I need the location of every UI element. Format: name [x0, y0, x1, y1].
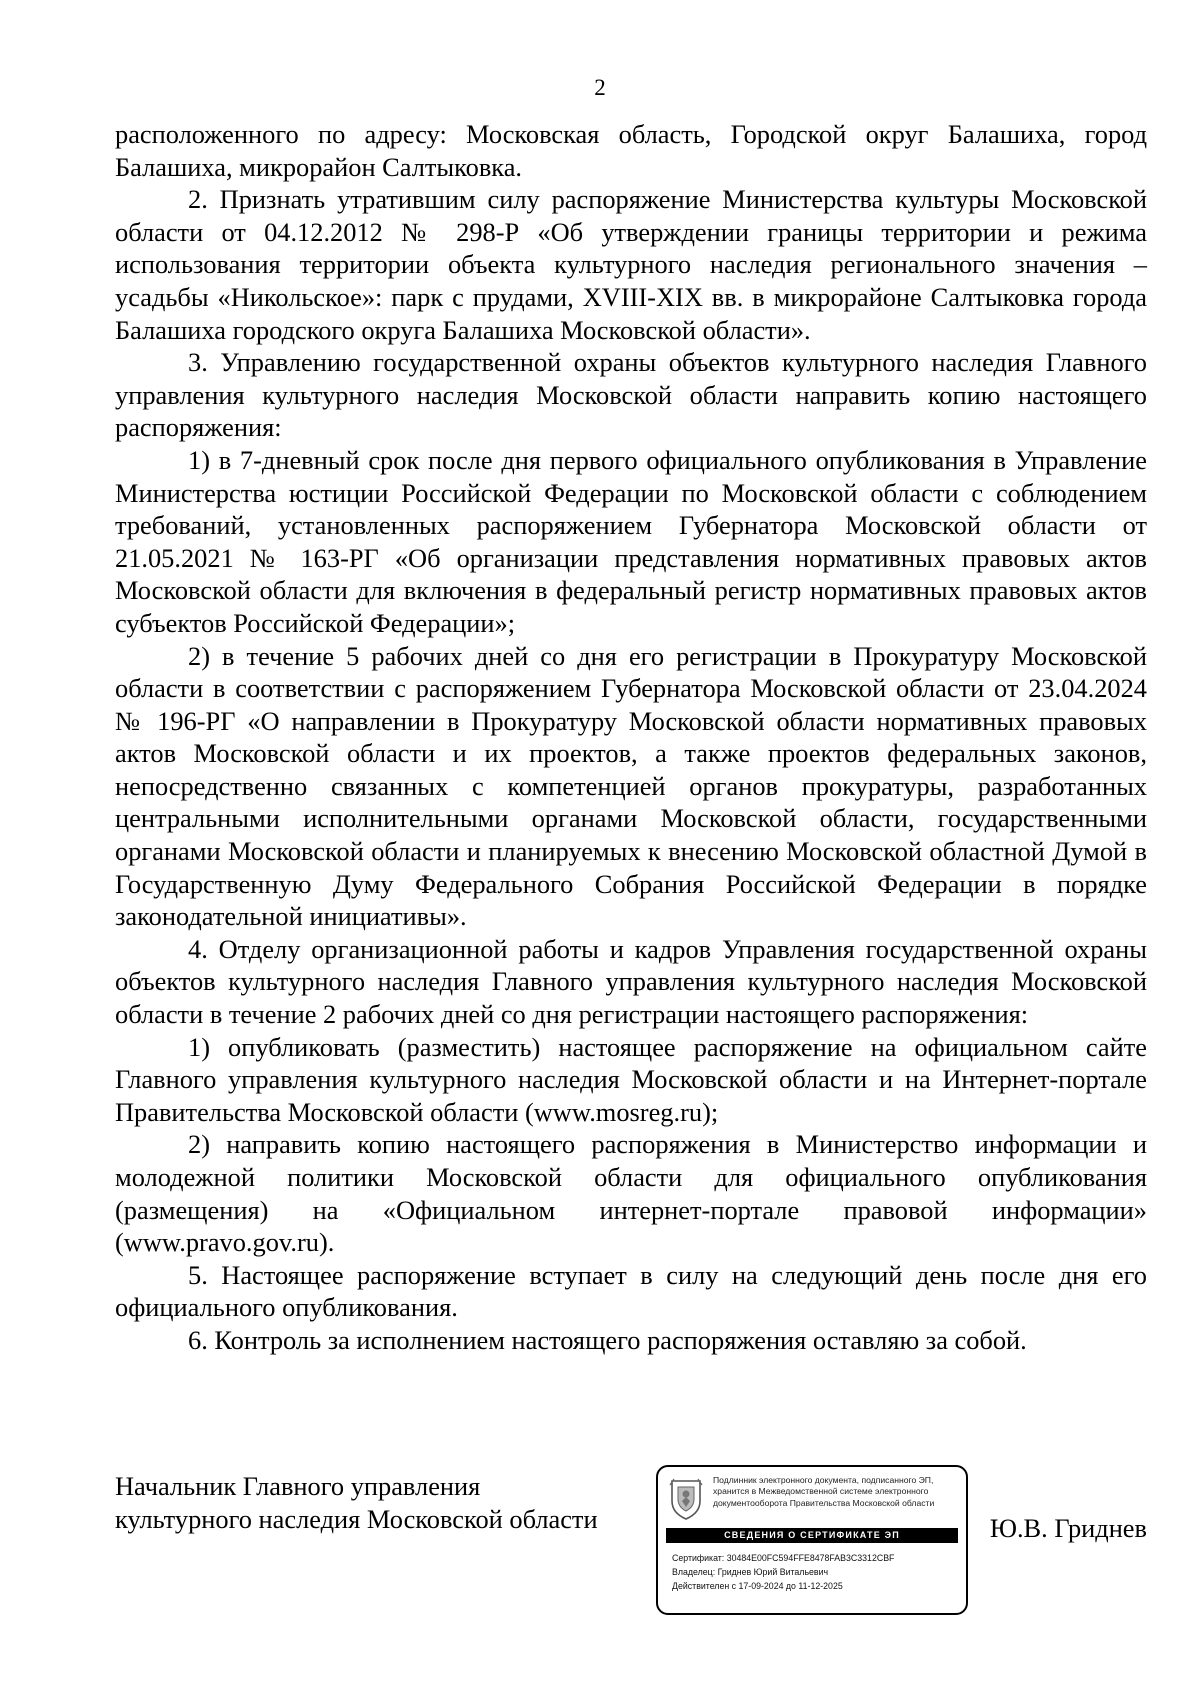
stamp-validity: Действителен с 17-09-2024 до 11-12-2025 — [672, 1581, 843, 1591]
signatory-name: Ю.В. Гриднев — [989, 1513, 1147, 1543]
electronic-signature-stamp — [656, 1465, 968, 1615]
paragraph-5: 5. Настоящее распоряжение вступает в силу на следующий день после дня его официального опубликования. — [115, 1259, 1147, 1323]
signatory-position — [115, 1470, 598, 1535]
stamp-notice-line-2: хранится в Межведомственной системе электронного — [713, 1486, 929, 1497]
coat-of-arms-icon — [668, 1477, 704, 1521]
paragraph-4-item-1: 1) опубликовать (разместить) настоящее распоряжение на официальном сайте Главного управления культурного наследия Московской области и на Интернет-портале Правительства Московской области (www.mosreg.ru); — [115, 1031, 1147, 1127]
paragraph-4: 4. Отделу организационной работы и кадров Управления государственной охраны объектов культурного наследия Главного управления культурного наследия Московской области в течение 2 рабочих дней со дня регистрации настоящего распоряжения: — [115, 933, 1147, 1030]
stamp-header: СВЕДЕНИЯ О СЕРТИФИКАТЕ ЭП — [666, 1528, 958, 1543]
paragraph-3: 3. Управлению государственной охраны объектов культурного наследия Главного управления культурного наследия Московской области направить копию настоящего распоряжения: — [115, 347, 1147, 443]
paragraph-6: 6. Контроль за исполнением настоящего распоряжения оставляю за собой. — [188, 1324, 1027, 1355]
document-body — [115, 118, 1147, 1357]
paragraph-4-item-2: 2) направить копию настоящего распоряжения в Министерство информации и молодежной политики Московской области для официального опубликования (размещения) на «Официальном интернет-портале правовой информации» (www.pravo.gov.ru). — [115, 1129, 1147, 1258]
paragraph-3-item-1: 1) в 7-дневный срок после дня первого официального опубликования в Управление Министерства юстиции Российской Федерации по Московской области с соблюдением требований, установленных распоряжением Губернатора Московской области от 21.05.2021 № 163-РГ «Об организации представления нормативных правовых актов Московской области для включения в федеральный регистр нормативных правовых актов субъектов Российской Федерации»; — [115, 444, 1147, 638]
signatory-position-line-1: Начальник Главного управления — [115, 1471, 481, 1501]
page-number: 2 — [594, 75, 606, 100]
paragraph-1: расположенного по адресу: Московская область, Городской округ Балашиха, город Балашиха, микрорайон Салтыковка. — [115, 119, 1147, 182]
stamp-certificate: Сертификат: 30484E00FC594FFE8478FAB3C3312CBF — [672, 1553, 895, 1563]
paragraph-2: 2. Признать утратившим силу распоряжение Министерства культуры Московской области от 04.12.2012 № 298-Р «Об утверждении границы территории и режима использования территории объекта культурного наследия регионального значения – усадьбы «Никольское»: парк с прудами, XVIII-XIX вв. в микрорайоне Салтыковка города Балашиха городского округа Балашиха Московской области». — [115, 184, 1147, 345]
stamp-notice-line-1: Подлинник электронного документа, подписанного ЭП, — [713, 1475, 934, 1485]
signatory-position-line-2: культурного наследия Московской области — [115, 1503, 598, 1534]
stamp-notice-line-3: документооборота Правительства Московской области — [713, 1497, 935, 1508]
stamp-owner: Владелец: Гриднев Юрий Витальевич — [672, 1567, 829, 1577]
stamp-details — [672, 1551, 962, 1593]
paragraph-3-item-2: 2) в течение 5 рабочих дней со дня его регистрации в Прокуратуру Московской области в соответствии с распоряжением Губернатора Московской области от 23.04.2024 № 196-РГ «О направлении в Прокуратуру Московской области нормативных правовых актов Московской области и их проектов, а также проектов федеральных законов, непосредственно связанных с компетенцией органов прокуратуры, разработанных центральными исполнительными органами Московской области, государственными органами Московской области и планируемых к внесению Московской областной Думой в Государственную Думу Федерального Собрания Российской Федерации в порядке законодательной инициативы». — [115, 640, 1147, 932]
stamp-notice — [713, 1475, 961, 1509]
